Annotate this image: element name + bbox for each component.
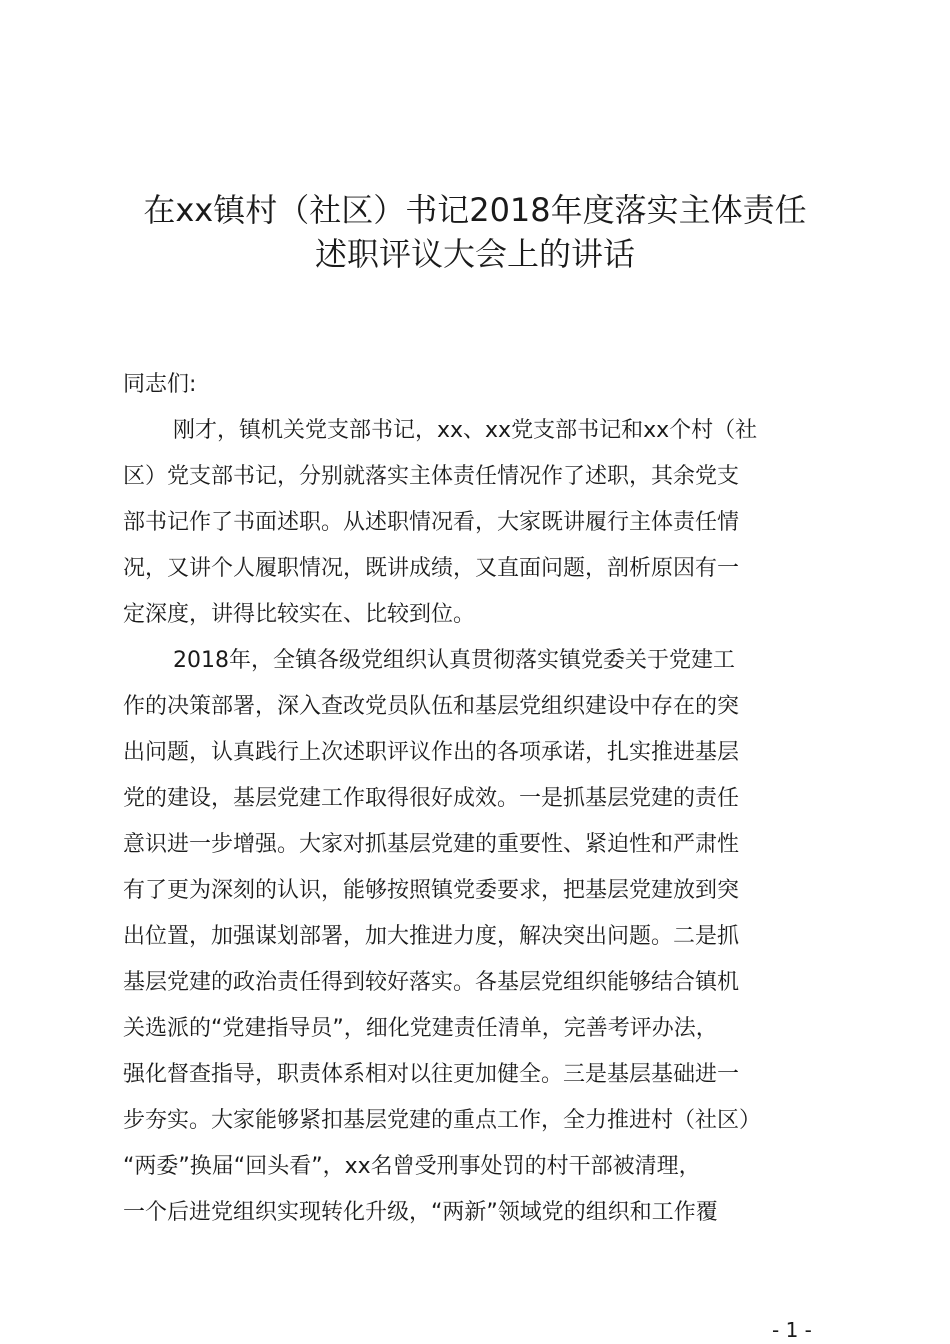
paragraph-line: 有了更为深刻的认识，能够按照镇党委要求，把基层党建放到突 — [123, 878, 740, 903]
paragraph-line: 出问题，认真践行上次述职评议作出的各项承诺，扎实推进基层 — [123, 740, 740, 765]
paragraph-line: 步夯实。大家能够紧扣基层党建的重点工作，全力推进村（社区） — [123, 1108, 762, 1133]
paragraph-line: 党的建设，基层党建工作取得很好成效。一是抓基层党建的责任 — [123, 786, 740, 811]
title-line-1: 在xx镇村（社区）书记2018年度落实主体责任 — [143, 191, 807, 229]
paragraph-line: 关选派的“党建指导员”，细化党建责任清单，完善考评办法， — [123, 1016, 718, 1041]
paragraph-line: 2018年，全镇各级党组织认真贯彻落实镇党委关于党建工 — [173, 648, 735, 673]
paragraph-line: 区）党支部书记，分别就落实主体责任情况作了述职，其余党支 — [123, 464, 740, 489]
paragraph-line: 意识进一步增强。大家对抓基层党建的重要性、紧迫性和严肃性 — [123, 832, 740, 857]
paragraph-line: 况，又讲个人履职情况，既讲成绩，又直面问题，剖析原因有一 — [123, 556, 740, 581]
paragraph-line: 刚才，镇机关党支部书记，xx、xx党支部书记和xx个村（社 — [173, 418, 758, 443]
page-number: - 1 - — [772, 1318, 812, 1342]
paragraph-2 — [123, 638, 843, 1236]
paragraph-line: 基层党建的政治责任得到较好落实。各基层党组织能够结合镇机 — [123, 970, 740, 995]
paragraph-line: 出位置，加强谋划部署，加大推进力度，解决突出问题。二是抓 — [123, 924, 740, 949]
title-line-2: 述职评议大会上的讲话 — [314, 235, 635, 273]
paragraph-line: 一个后进党组织实现转化升级，“两新”领域党的组织和工作覆 — [123, 1200, 718, 1225]
salutation: 同志们: — [123, 372, 197, 397]
paragraph-line: 部书记作了书面述职。从述职情况看，大家既讲履行主体责任情 — [123, 510, 740, 535]
paragraph-line: 强化督查指导，职责体系相对以往更加健全。三是基层基础进一 — [123, 1062, 740, 1087]
document-title — [95, 188, 855, 276]
paragraph-line: “两委”换届“回头看”，xx名曾受刑事处罚的村干部被清理， — [123, 1154, 701, 1179]
paragraph-line: 作的决策部署，深入查改党员队伍和基层党组织建设中存在的突 — [123, 694, 740, 719]
document-body — [123, 362, 843, 1236]
paragraph-1 — [123, 408, 843, 638]
paragraph-line: 定深度，讲得比较实在、比较到位。 — [123, 602, 476, 627]
